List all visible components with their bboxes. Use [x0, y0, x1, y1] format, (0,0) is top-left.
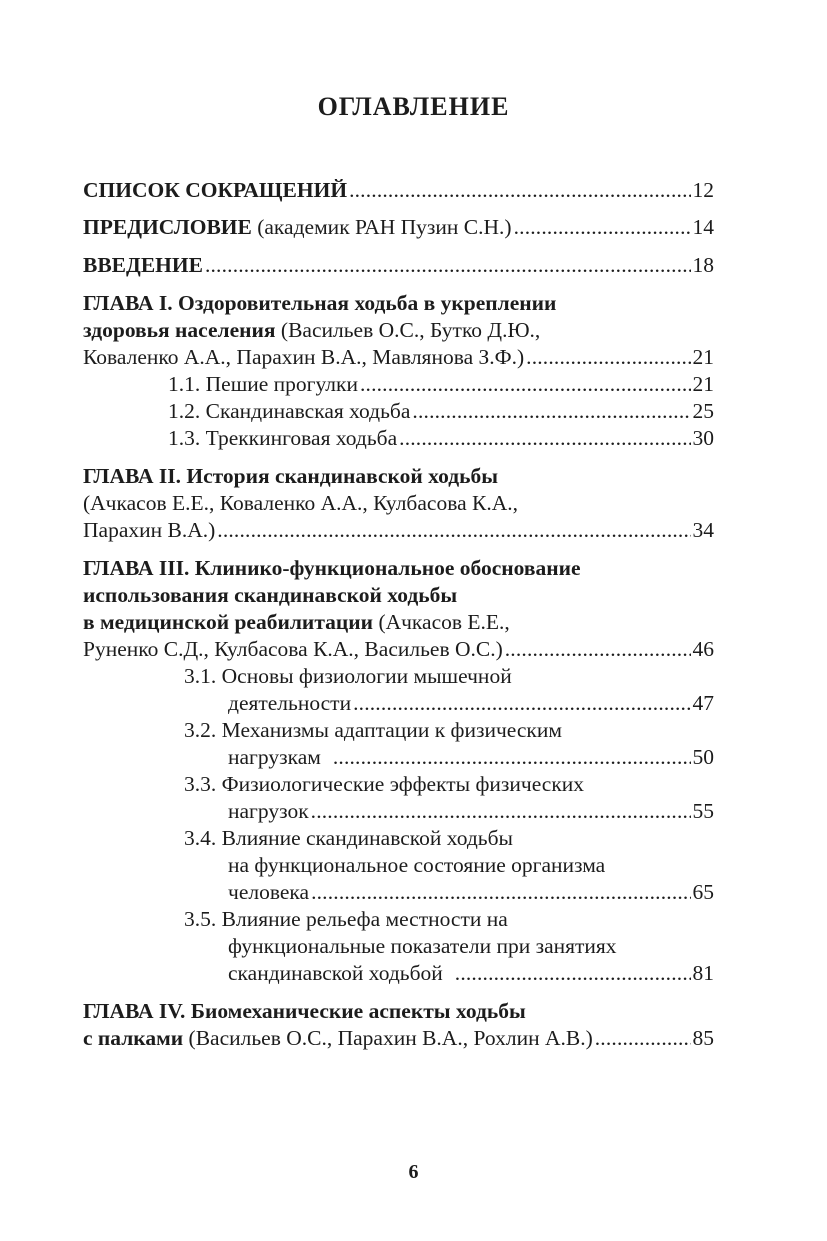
page-ref: 46 — [692, 637, 714, 661]
chapter-1-title-line2: здоровья населения (Васильев О.С., Бутко Д.Ю., — [83, 318, 541, 342]
leader-dots — [526, 343, 690, 371]
chapter-3-title-line1: ГЛАВА III. Клинико-функциональное обоснование — [83, 556, 581, 580]
toc-section-3-1-line2: деятельности . . . 47 — [228, 689, 714, 717]
page-ref: 21 — [692, 372, 714, 396]
leader-dots — [412, 397, 690, 425]
toc-section-3-5-line3: скандинавской ходьбой . . . 81 — [228, 959, 714, 987]
entry-title: ВВЕДЕНИЕ — [83, 253, 203, 277]
page-ref: 30 — [692, 426, 714, 450]
toc-section-3-4-line2: на функциональное состояние организма — [228, 853, 606, 877]
toc-section-3-3-line2: нагрузок . . . 55 — [228, 797, 714, 825]
toc-entry-abbreviations — [83, 176, 714, 204]
leader-dots — [353, 689, 690, 717]
leader-dots — [349, 176, 690, 204]
page-ref: 81 — [692, 961, 714, 985]
page-ref: 14 — [692, 215, 714, 239]
toc-entry-introduction — [83, 251, 714, 279]
leader-dots — [514, 213, 691, 241]
toc-section-1-3: 1.3. Треккинговая ходьба . . . 30 — [168, 424, 714, 452]
page-number: 6 — [408, 1161, 419, 1183]
page-ref: 21 — [692, 345, 714, 369]
page-ref: 55 — [692, 799, 714, 823]
leader-dots — [205, 251, 691, 279]
chapter-4-title: ГЛАВА IV. Биомеханические аспекты ходьбы — [83, 999, 526, 1023]
toc-section-1-1: 1.1. Пешие прогулки . . . 21 — [168, 370, 714, 398]
page-ref: 12 — [692, 178, 714, 202]
page-title: ОГЛАВЛЕНИЕ — [317, 92, 510, 121]
page-ref: 50 — [692, 745, 714, 769]
page-ref: 47 — [692, 691, 714, 715]
leader-dots — [455, 959, 691, 987]
leader-dots — [217, 516, 690, 544]
leader-dots — [399, 424, 690, 452]
entry-title: СПИСОК СОКРАЩЕНИЙ — [83, 178, 348, 202]
chapter-1-title-line1: ГЛАВА I. Оздоровительная ходьба в укреплении — [83, 291, 557, 315]
leader-dots — [311, 797, 691, 825]
chapter-3-title-line3: в медицинской реабилитации (Ачкасов Е.Е., — [83, 610, 510, 634]
leader-dots — [595, 1024, 691, 1052]
chapter-4-authors: с палками (Васильев О.С., Парахин В.А., Рохлин А.В.) . . . 85 — [83, 1024, 714, 1052]
chapter-2-title: ГЛАВА II. История скандинавской ходьбы — [83, 464, 499, 488]
chapter-3-title-line2: использования скандинавской ходьбы — [83, 583, 458, 607]
page-ref: 85 — [692, 1026, 714, 1050]
toc-section-3-3-line1: 3.3. Физиологические эффекты физических — [184, 772, 585, 796]
entry-title: ПРЕДИСЛОВИЕ — [83, 215, 252, 239]
chapter-3-authors: Руненко С.Д., Кулбасова К.А., Васильев О.С.) . . . 46 — [83, 635, 714, 663]
leader-dots — [333, 743, 691, 771]
toc-section-3-5-line2: функциональные показатели при занятиях — [228, 934, 617, 958]
leader-dots — [360, 370, 691, 398]
leader-dots — [505, 635, 691, 663]
page-ref: 34 — [692, 518, 714, 542]
page-ref: 18 — [692, 253, 714, 277]
toc-section-3-5-line1: 3.5. Влияние рельефа местности на — [184, 907, 508, 931]
toc-entry-preface — [83, 213, 714, 241]
toc-section-3-1-line1: 3.1. Основы физиологии мышечной — [184, 664, 512, 688]
chapter-2-authors-line1: (Ачкасов Е.Е., Коваленко А.А., Кулбасова К.А., — [83, 491, 518, 515]
chapter-2-authors-line2: Парахин В.А.) . . . 34 — [83, 516, 714, 544]
entry-authors: (академик РАН Пузин С.Н.) — [251, 215, 512, 239]
page-ref: 25 — [692, 399, 714, 423]
toc-section-3-2-line1: 3.2. Механизмы адаптации к физическим — [184, 718, 562, 742]
page-ref: 65 — [692, 880, 714, 904]
leader-dots — [311, 878, 690, 906]
toc-section-1-2: 1.2. Скандинавская ходьба . . . 25 — [168, 397, 714, 425]
toc-section-3-4-line3: человека . . . 65 — [228, 878, 714, 906]
toc-section-3-2-line2: нагрузкам . . . 50 — [228, 743, 714, 771]
toc-section-3-4-line1: 3.4. Влияние скандинавской ходьбы — [184, 826, 513, 850]
chapter-1-authors: Коваленко А.А., Парахин В.А., Мавлянова З.Ф.) . . . 21 — [83, 343, 714, 371]
